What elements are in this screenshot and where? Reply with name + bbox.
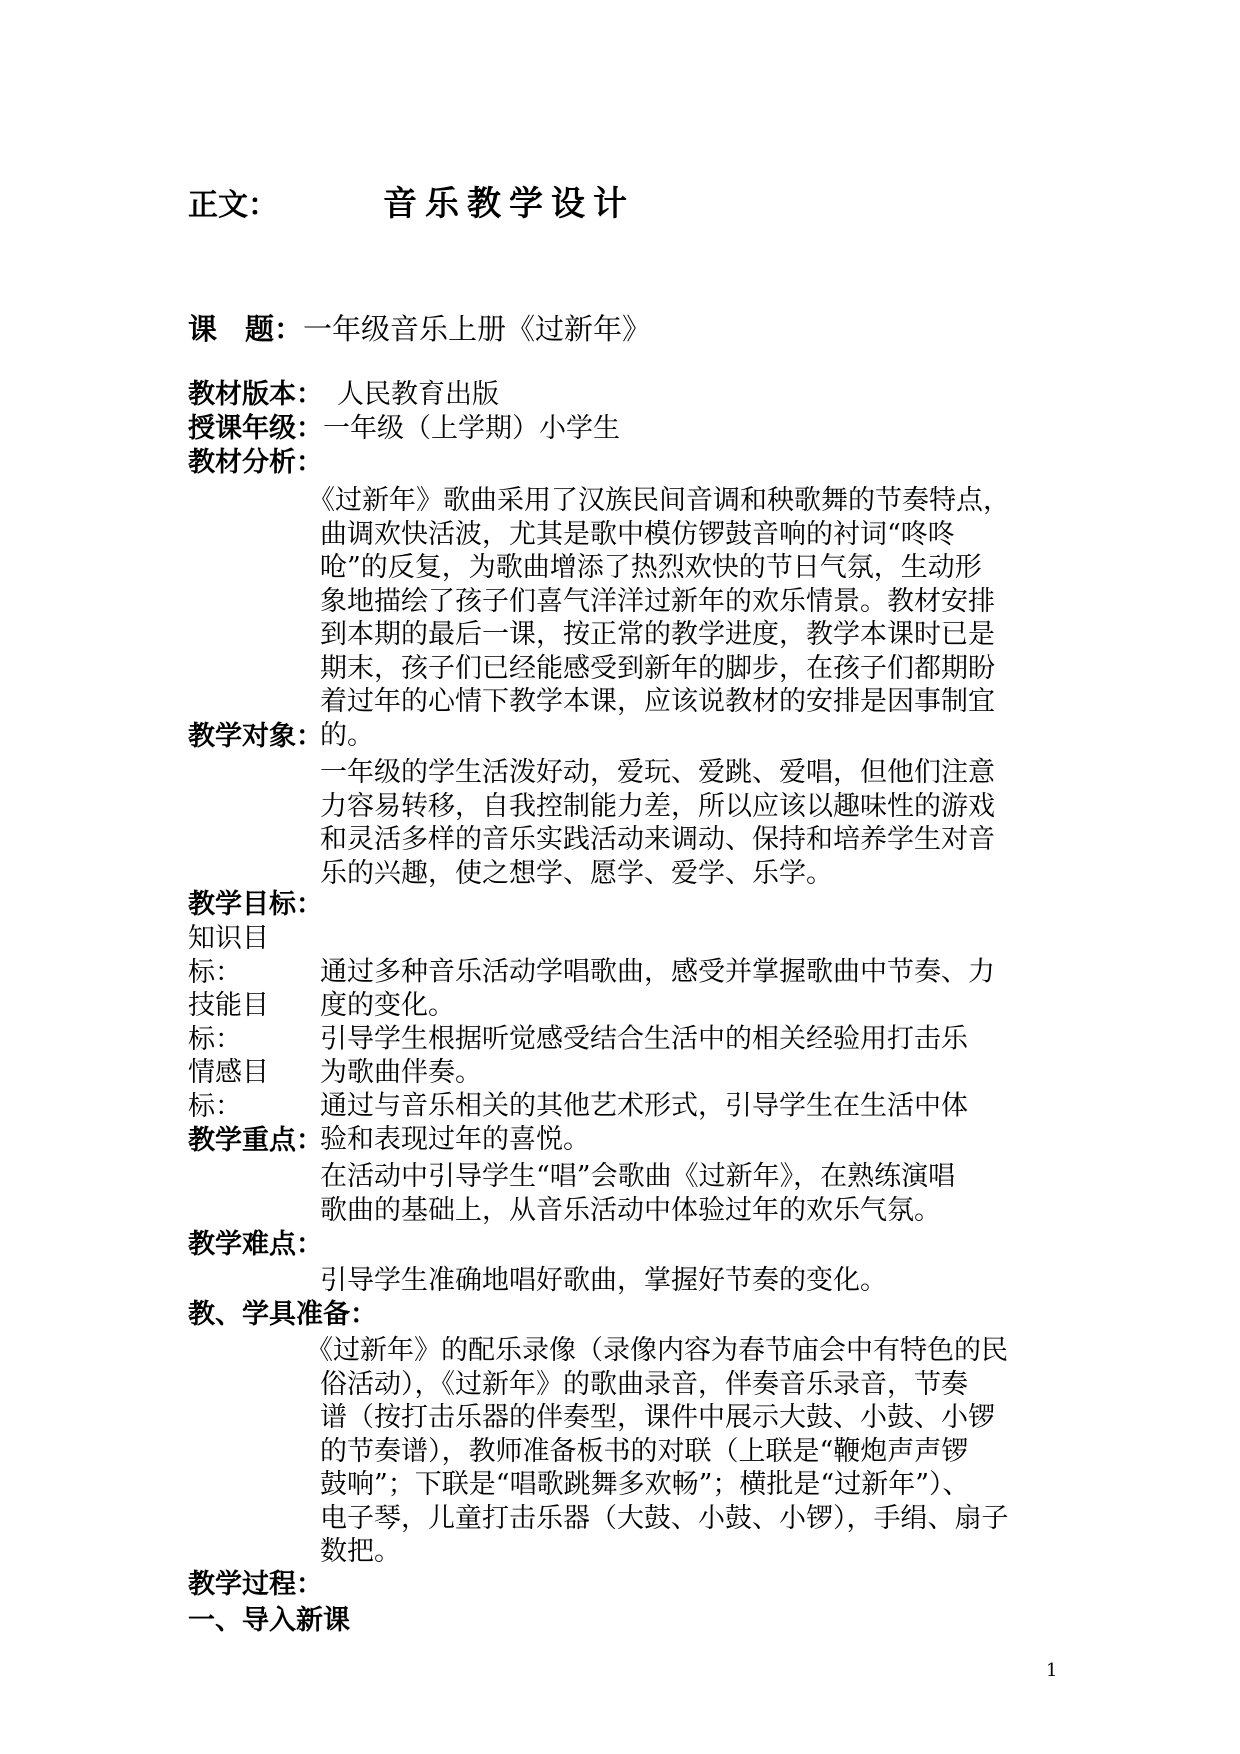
analysis-line: 呛”的反复，为歌曲增添了热烈欢快的节日气氛，生动形: [320, 552, 982, 583]
header-label: 正文：: [188, 188, 278, 223]
goal-text: 通过与音乐相关的其他艺术形式，引导学生在生活中体: [320, 1090, 968, 1122]
edition-row: [188, 378, 499, 412]
section-1-label: 一、导入新课: [188, 1605, 350, 1636]
keypoints-label: 教学重点：: [188, 1125, 323, 1156]
analysis-line: 《过新年》歌曲采用了汉族民间音调和秧歌舞的节奏特点，: [308, 485, 1010, 516]
analysis-line: 象地描绘了孩子们喜气洋洋过新年的欢乐情景。教材安排: [320, 585, 995, 617]
analysis-line: 曲调欢快活波，尤其是歌中模仿锣鼓音响的衬词“咚咚: [320, 518, 955, 550]
analysis-line: 的。: [320, 719, 374, 751]
materials-line: 俗活动），《过新年》的歌曲录音，伴奏音乐录音，节奏: [320, 1368, 968, 1400]
edition-value: 人民教育出版: [337, 379, 499, 410]
document-title: 音乐教学设计: [383, 184, 635, 224]
goal-label: 知识目标：: [188, 923, 269, 988]
materials-line: 谱（按打击乐器的伴奏型，课件中展示大鼓、小鼓、小锣: [320, 1402, 995, 1433]
keypoints-line: 在活动中引导学生“唱”会歌曲《过新年》，在熟练演唱: [320, 1161, 956, 1192]
topic-value: 一年级音乐上册《过新年》: [303, 312, 652, 346]
materials-label: 教、学具准备：: [188, 1299, 377, 1330]
analysis-label: 教材分析：: [188, 447, 323, 478]
audience-label: 教学对象：: [188, 721, 323, 752]
audience-paragraph: [320, 756, 1060, 890]
goal-label: 技能目标：: [188, 990, 269, 1055]
materials-heading: [188, 1298, 377, 1332]
analysis-paragraph: [308, 484, 1048, 752]
grade-label: 授课年级：: [188, 413, 323, 444]
analysis-heading: [188, 446, 323, 480]
grade-value: 一年级（上学期）小学生: [323, 413, 620, 444]
process-heading: [188, 1568, 323, 1602]
keypoints-line: 歌曲的基础上，从音乐活动中体验过年的欢乐气氛。: [320, 1194, 941, 1226]
goal-text: 通过多种音乐活动学唱歌曲，感受并掌握歌曲中节奏、力: [320, 956, 995, 988]
goal-text-cont: 验和表现过年的喜悦。: [320, 1124, 590, 1155]
difficulties-line: 引导学生准确地唱好歌曲，掌握好节奏的变化。: [320, 1265, 887, 1296]
goal-text-cont: 度的变化。: [320, 990, 455, 1021]
keypoints-heading: [188, 1124, 323, 1158]
difficulties-label: 教学难点：: [188, 1229, 323, 1260]
materials-paragraph: [306, 1334, 1086, 1569]
topic-label: 课: [188, 312, 218, 346]
audience-line: 和灵活多样的音乐实践活动来调动、保持和培养学生对音: [320, 824, 995, 855]
section-1-heading: [188, 1604, 350, 1638]
process-label: 教学过程：: [188, 1569, 323, 1600]
audience-line: 力容易转移，自我控制能力差，所以应该以趣味性的游戏: [320, 790, 995, 822]
audience-heading: [188, 720, 323, 754]
difficulties-heading: [188, 1228, 323, 1262]
audience-line: 一年级的学生活泼好动，爱玩、爱跳、爱唱，但他们注意: [320, 757, 995, 788]
materials-line: 电子琴，儿童打击乐器（大鼓、小鼓、小锣），手绢、扇子: [320, 1502, 1009, 1534]
analysis-line: 着过年的心情下教学本课，应该说教材的安排是因事制宜: [320, 686, 995, 717]
difficulties-paragraph: [320, 1264, 1060, 1298]
materials-line: 的节奏谱），教师准备板书的对联（上联是“鞭炮声声锣: [320, 1435, 969, 1467]
page-number: 1: [1046, 1660, 1058, 1681]
edition-label: 教材版本：: [188, 379, 323, 410]
grade-row: [188, 412, 620, 446]
goal-text-cont: 为歌曲伴奏。: [320, 1057, 482, 1088]
topic-label-2: 题：: [245, 312, 304, 346]
goal-text: 引导学生根据听觉感受结合生活中的相关经验用打击乐: [320, 1023, 968, 1055]
audience-line: 乐的兴趣，使之想学、愿学、爱学、乐学。: [320, 857, 833, 889]
topic-row: [188, 312, 651, 346]
goal-label: 情感目标：: [188, 1057, 269, 1122]
materials-line: 数把。: [320, 1536, 401, 1567]
goals-heading: [188, 888, 323, 922]
analysis-line: 到本期的最后一课，按正常的教学进度，教学本课时已是: [320, 619, 995, 650]
materials-line: 《过新年》的配乐录像（录像内容为春节庙会中有特色的民: [306, 1335, 1008, 1366]
goals-label: 教学目标：: [188, 889, 323, 920]
keypoints-paragraph: [320, 1160, 1060, 1227]
analysis-line: 期末，孩子们已经能感受到新年的脚步，在孩子们都期盼: [320, 652, 995, 684]
materials-line: 鼓响”；下联是“唱歌跳舞多欢畅”；横批是“过新年”）、: [320, 1469, 970, 1500]
